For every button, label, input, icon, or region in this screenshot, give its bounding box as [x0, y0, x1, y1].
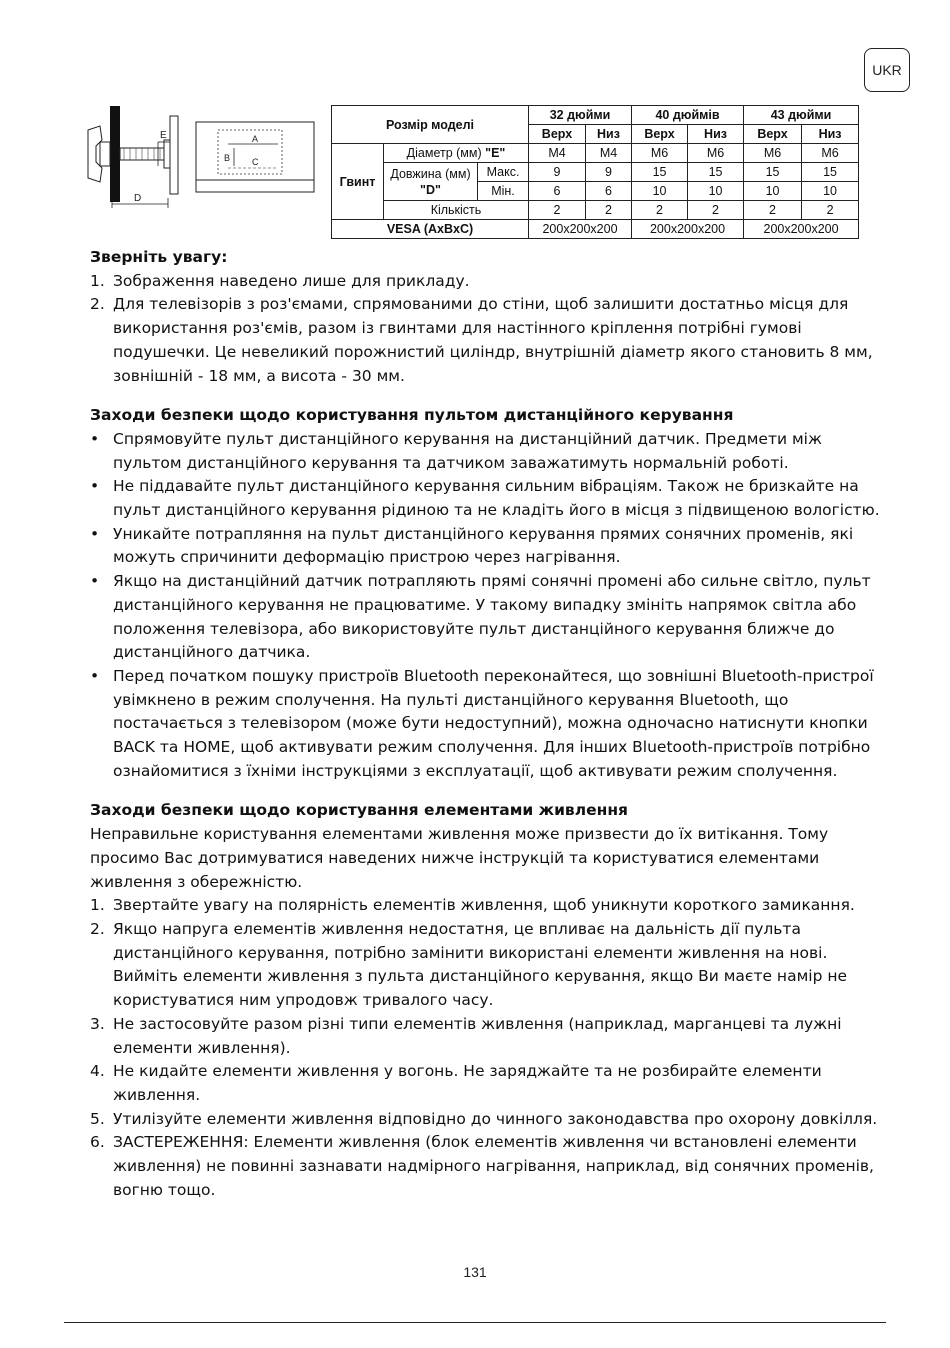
remote-list	[90, 428, 880, 784]
table-cell: M6	[744, 144, 802, 163]
list-item: 6. ЗАСТЕРЕЖЕННЯ: Елементи живлення (блок елементів живлення чи встановлені елементи живлення) не повинні зазнавати надмірного нагрівання, наприклад, від сонячних променів, вогню тощо.	[90, 1133, 874, 1199]
quantity-label: Кількість	[384, 201, 529, 220]
table-cell: M4	[529, 144, 586, 163]
batteries-intro: Неправильне користування елементами живлення може призвести до їх витікання. Тому просимо Вас дотримуватися наведених нижче інструкцій та користуватися елементами живлення з обережністю.	[90, 825, 829, 891]
list-item: 2. Для телевізорів з роз'ємами, спрямованими до стіни, щоб залишити достатньо місця для використання роз'ємів, разом із гвинтами для настінного кріплення потрібні гумові подушечки. Це невеликий порожнистий циліндр, внутрішній діаметр якого становить 8 мм, зовнішній - 18 мм, а висота - 30 мм.	[90, 295, 873, 385]
diameter-row-label	[384, 144, 529, 163]
table-cell: 6	[529, 182, 586, 201]
max-label: Макс.	[478, 163, 529, 182]
length-label: Довжина (мм)	[390, 166, 471, 181]
list-item: • Якщо на дистанційний датчик потрапляють прямі сонячні промені або сильне світло, пульт дистанційного керування не працюватиме. У такому випадку змініть напрямок світла або положення телевізора, або використовуйте пульт дистанційного керування ближче до дистанційного датчика.	[90, 572, 871, 662]
list-item-text: Не кидайте елементи живлення у вогонь. Не заряджайте та не розбирайте елементи живлення.	[113, 1062, 822, 1104]
list-item-text: Для телевізорів з роз'ємами, спрямованими до стіни, щоб залишити достатньо місця для використання роз'ємів, разом із гвинтами для настінного кріплення потрібні гумові подушечки. Це невеликий порожнистий циліндр, внутрішній діаметр якого становить 8 мм, зовнішній - 18 мм, а висота - 30 мм.	[113, 295, 873, 385]
list-item: • Не піддавайте пульт дистанційного керування сильним вібраціям. Також не бризкайте на пульт дистанційного керування рідиною та не кладіть його в місця з підвищеною вологістю.	[90, 477, 880, 520]
bottom-header: Низ	[586, 125, 632, 144]
list-item: • Перед початком пошуку пристроїв Bluetooth переконайтеся, що зовнішні Bluetooth-пристрої увімкнено в режим сполучення. На пульті дистанційного керування Bluetooth, що постачається з телевізором (може бути недоступний), можна одночасно натиснути кнопки BACK та HOME, щоб активувати режим сполучення. Для інших Bluetooth-пристроїв потрібно ознайомитися з їхніми інструкціями з експлуатації, щоб активувати режим сполучення.	[90, 666, 874, 780]
list-item-text: ЗАСТЕРЕЖЕННЯ: Елементи живлення (блок елементів живлення чи встановлені елементи живлення) не повинні зазнавати надмірного нагрівання, наприклад, від сонячних променів, вогню тощо.	[113, 1133, 874, 1199]
size-header: 40 дюймів	[632, 106, 744, 125]
vesa-label: VESA (AxBxC)	[332, 220, 529, 239]
screw-label: Гвинт	[332, 144, 384, 220]
diameter-code: "E"	[485, 146, 506, 160]
table-cell: 9	[529, 163, 586, 182]
bottom-header: Низ	[802, 125, 859, 144]
table-cell: 15	[802, 163, 859, 182]
table-cell: 15	[744, 163, 802, 182]
table-cell: 9	[586, 163, 632, 182]
dimension-a-label: A	[252, 134, 259, 144]
screw-spec-table	[331, 105, 859, 239]
top-header: Верх	[632, 125, 688, 144]
list-item: 5. Утилізуйте елементи живлення відповідно до чинного законодавства про охорону довкілля.	[90, 1109, 878, 1128]
page-number: 131	[463, 1264, 487, 1280]
list-item-text: Не піддавайте пульт дистанційного керування сильним вібраціям. Також не бризкайте на пульт дистанційного керування рідиною та не кладіть його в місця з підвищеною вологістю.	[113, 477, 880, 520]
dimension-d-label: D	[134, 193, 142, 204]
list-item-text: Спрямовуйте пульт дистанційного керування на дистанційний датчик. Предмети між пультом дистанційного керування та датчиком заважатимуть нормальній роботі.	[113, 429, 822, 472]
screw-side-view	[88, 106, 178, 208]
batteries-list	[90, 894, 880, 1202]
list-item-text: Звертайте увагу на полярність елементів живлення, щоб уникнути короткого замикання.	[113, 896, 855, 915]
table-cell: 2	[632, 201, 688, 220]
page-content	[90, 246, 880, 1202]
dimension-b-label: B	[224, 153, 231, 163]
table-cell: 2	[586, 201, 632, 220]
list-item-text: Зображення наведено лише для прикладу.	[113, 271, 470, 290]
size-header: 43 дюйми	[744, 106, 859, 125]
table-cell: 6	[586, 182, 632, 201]
table-cell: 10	[744, 182, 802, 201]
size-header: 32 дюйми	[529, 106, 632, 125]
language-badge: UKR	[864, 48, 910, 92]
table-cell: 10	[632, 182, 688, 201]
list-item: • Уникайте потрапляння на пульт дистанційного керування прямих сонячних променів, які можуть спричинити деформацію пристрою через нагрівання.	[90, 524, 854, 567]
model-size-header: Розмір моделі	[332, 106, 529, 144]
top-header: Верх	[529, 125, 586, 144]
table-cell: 10	[802, 182, 859, 201]
table-cell: 15	[632, 163, 688, 182]
table-cell: 2	[744, 201, 802, 220]
notes-heading: Зверніть увагу:	[90, 248, 228, 266]
list-item: 1. Зображення наведено лише для прикладу.	[90, 271, 470, 290]
list-item-text: Якщо напруга елементів живлення недостатня, це впливає на дальність дії пульта дистанційного керування, потрібно замінити використані елементи живлення на нові. Вийміть елементи живлення з пульта дистанційного керування, якщо Ви маєте намір не користуватися ним упродовж тривалого часу.	[113, 919, 848, 1010]
notes-list	[90, 270, 880, 389]
remote-heading: Заходи безпеки щодо користування пультом дистанційного керування	[90, 406, 734, 425]
dimension-c-label: C	[252, 157, 259, 167]
table-cell: 2	[802, 201, 859, 220]
wall-mount-diagram	[78, 100, 330, 210]
table-cell: M6	[632, 144, 688, 163]
min-label: Мін.	[478, 182, 529, 201]
dimension-e-label: E	[160, 130, 167, 141]
table-cell: 200x200x200	[632, 220, 744, 239]
length-row-label	[384, 163, 478, 201]
table-cell: 2	[688, 201, 744, 220]
table-cell: M6	[802, 144, 859, 163]
list-item-text: Якщо на дистанційний датчик потрапляють прямі сонячні промені або сильне світло, пульт дистанційного керування не працюватиме. У такому випадку змініть напрямок світла або положення телевізора, або використовуйте пульт дистанційного керування ближче до дистанційного датчика.	[113, 572, 871, 662]
batteries-heading: Заходи безпеки щодо користування елементами живлення	[90, 801, 628, 820]
list-item: 2. Якщо напруга елементів живлення недостатня, це впливає на дальність дії пульта дистанційного керування, потрібно замінити використані елементи живлення на нові. Вийміть елементи живлення з пульта дистанційного керування, якщо Ви маєте намір не користуватися ним упродовж тривалого часу.	[90, 919, 848, 1010]
top-header: Верх	[744, 125, 802, 144]
list-item: 3. Не застосовуйте разом різні типи елементів живлення (наприклад, марганцеві та лужні елементи живлення).	[90, 1014, 842, 1057]
list-item: 1. Звертайте увагу на полярність елементів живлення, щоб уникнути короткого замикання.	[90, 896, 855, 915]
list-item-text: Уникайте потрапляння на пульт дистанційного керування прямих сонячних променів, які можуть спричинити деформацію пристрою через нагрівання.	[113, 524, 854, 567]
list-item-text: Перед початком пошуку пристроїв Bluetooth переконайтеся, що зовнішні Bluetooth-пристрої увімкнено в режим сполучення. На пульті дистанційного керування Bluetooth, що постачається з телевізором (може бути недоступний), можна одночасно натиснути кнопки BACK та HOME, щоб активувати режим сполучення. Для інших Bluetooth-пристроїв потрібно ознайомитися з їхніми інструкціями з експлуатації, щоб активувати режим сполучення.	[113, 666, 874, 780]
list-item-text: Не застосовуйте разом різні типи елементів живлення (наприклад, марганцеві та лужні елементи живлення).	[113, 1014, 842, 1057]
list-item: 4. Не кидайте елементи живлення у вогонь. Не заряджайте та не розбирайте елементи живлення.	[90, 1062, 822, 1104]
list-item-text: Утилізуйте елементи живлення відповідно до чинного законодавства про охорону довкілля.	[113, 1109, 878, 1128]
table-cell: 15	[688, 163, 744, 182]
footer-divider	[64, 1322, 886, 1323]
vesa-pattern-view	[196, 122, 314, 192]
table-cell: 200x200x200	[529, 220, 632, 239]
length-code: "D"	[420, 182, 441, 197]
table-cell: M4	[586, 144, 632, 163]
table-cell: 10	[688, 182, 744, 201]
table-cell: 2	[529, 201, 586, 220]
diameter-label: Діаметр (мм)	[406, 146, 482, 160]
table-cell: M6	[688, 144, 744, 163]
bottom-header: Низ	[688, 125, 744, 144]
table-cell: 200x200x200	[744, 220, 859, 239]
list-item: • Спрямовуйте пульт дистанційного керування на дистанційний датчик. Предмети між пультом дистанційного керування та датчиком заважатимуть нормальній роботі.	[90, 429, 822, 472]
